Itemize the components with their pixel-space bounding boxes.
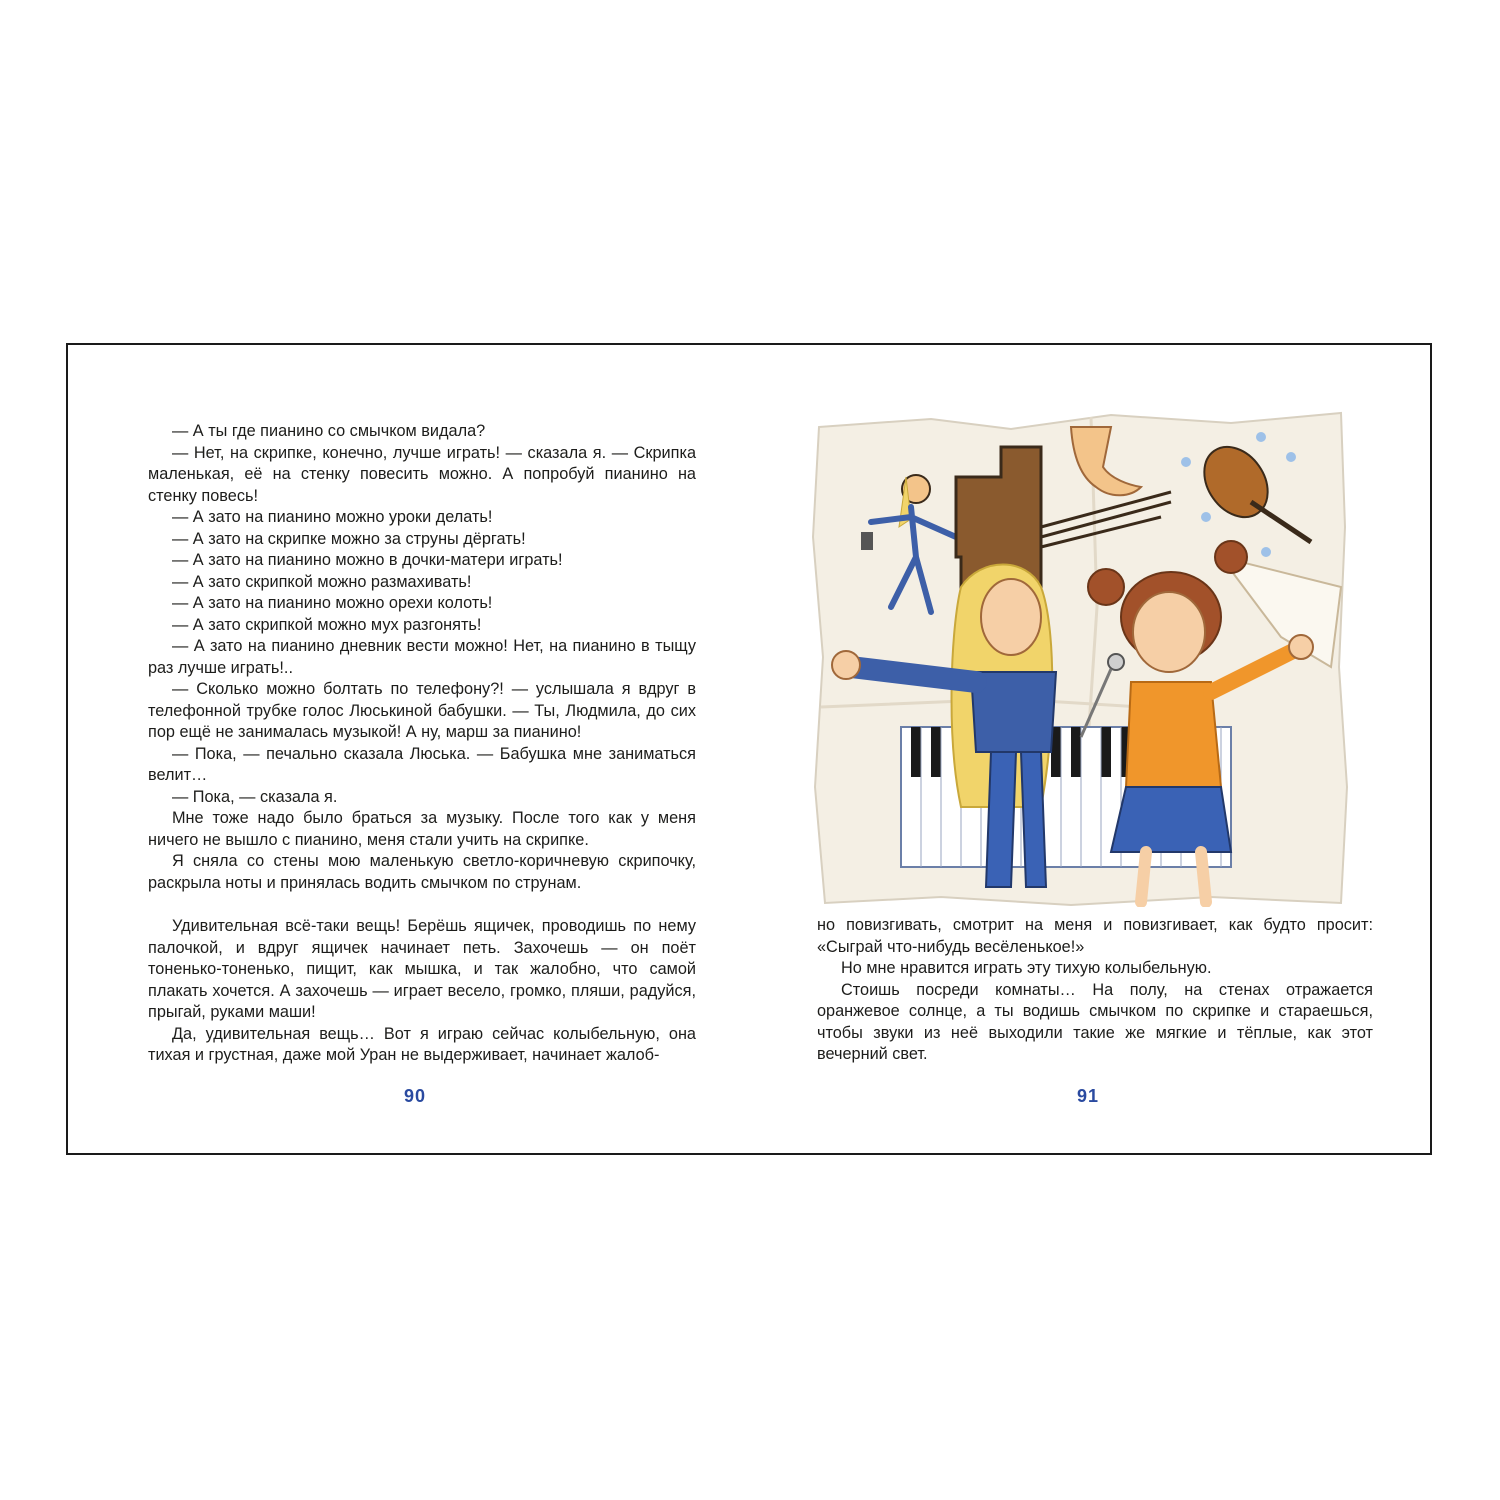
paragraph: Но мне нравится играть эту тихую колыбельную. bbox=[841, 959, 1212, 977]
page-number: 91 bbox=[1077, 1086, 1100, 1106]
paragraph: — А ты где пианино со смычком видала? bbox=[172, 422, 486, 440]
paragraph: — А зато на пианино можно орехи колоть! bbox=[172, 594, 493, 612]
fly-drawing bbox=[1201, 512, 1211, 522]
phone-drawing bbox=[861, 532, 873, 550]
paragraph: — А зато на пианино дневник вести можно! Нет, на пианино в тыщу раз лучше играть!.. bbox=[148, 637, 696, 677]
paragraph: — Нет, на скрипке, конечно, лучше играть! — сказала я. — Скрипка маленькая, её на стенку повесить можно. А попробуй пианино на стенку повесь! bbox=[148, 443, 696, 505]
fly-drawing bbox=[1256, 432, 1266, 442]
right-page-text bbox=[817, 915, 1373, 1066]
fly-drawing bbox=[1261, 547, 1271, 557]
fly-drawing bbox=[1181, 457, 1191, 467]
book-spread bbox=[66, 343, 1432, 1155]
paragraph: — А зато на скрипке можно за струны дёргать! bbox=[172, 529, 526, 548]
paragraph: — Пока, — сказала я. bbox=[172, 787, 338, 806]
page-number: 90 bbox=[404, 1086, 427, 1106]
paragraph: Удивительная всё-таки вещь! Берёшь ящичек, проводишь по нему палочкой, и вдруг ящичек начинает петь. Захочешь — он поёт тоненько-тоненько, пищит, как мышка, и так жалобно, что самой плакать хочется. А захочешь — играет весело, громко, пляши, радуйся, прыгай, руками маши! bbox=[148, 917, 696, 1021]
paragraph: Да, удивительная вещь… Вот я играю сейчас колыбельную, она тихая и грустная, даже мой Уран не выдерживает, начинает жалоб- bbox=[148, 1024, 696, 1064]
paragraph: — Пока, — печально сказала Люська. — Бабушка мне заниматься велит… bbox=[148, 744, 696, 784]
left-page bbox=[68, 345, 751, 1153]
paragraph: Я сняла со стены мою маленькую светло-коричневую скрипочку, раскрыла ноты и принялась водить смычком по струнам. bbox=[148, 852, 696, 892]
paragraph: — Сколько можно болтать по телефону?! — услышала я вдруг в телефонной трубке голос Люськиной бабушки. — Ты, Людмила, до сих пор ещё не занималась музыкой! А ну, марш за пианино! bbox=[148, 680, 696, 741]
illustration bbox=[811, 407, 1349, 907]
paragraph: Стоишь посреди комнаты… На полу, на стенах отражается оранжевое солнце, а ты водишь смычком по скрипке и стараешься, чтобы звуки из неё выходили такие же мягкие и тёплые, как этот вечерний свет. bbox=[817, 980, 1373, 1063]
paragraph: — А зато скрипкой можно мух разгонять! bbox=[172, 615, 482, 634]
paragraph: — А зато скрипкой можно размахивать! bbox=[172, 572, 472, 591]
fly-drawing bbox=[1286, 452, 1296, 462]
microphone-drawing bbox=[1108, 654, 1124, 670]
paragraph: — А зато на пианино можно в дочки-матери играть! bbox=[172, 551, 563, 569]
right-page bbox=[751, 345, 1434, 1153]
paragraph: но повизгивать, смотрит на меня и повизгивает, как будто просит: «Сыграй что-нибудь весёленькое!» bbox=[817, 916, 1373, 956]
left-page-text bbox=[148, 421, 696, 1067]
paragraph: Мне тоже надо было браться за музыку. После того как у меня ничего не вышло с пианино, меня стали учить на скрипке. bbox=[148, 809, 696, 849]
section-break bbox=[148, 894, 696, 916]
paragraph: — А зато на пианино можно уроки делать! bbox=[172, 508, 493, 526]
